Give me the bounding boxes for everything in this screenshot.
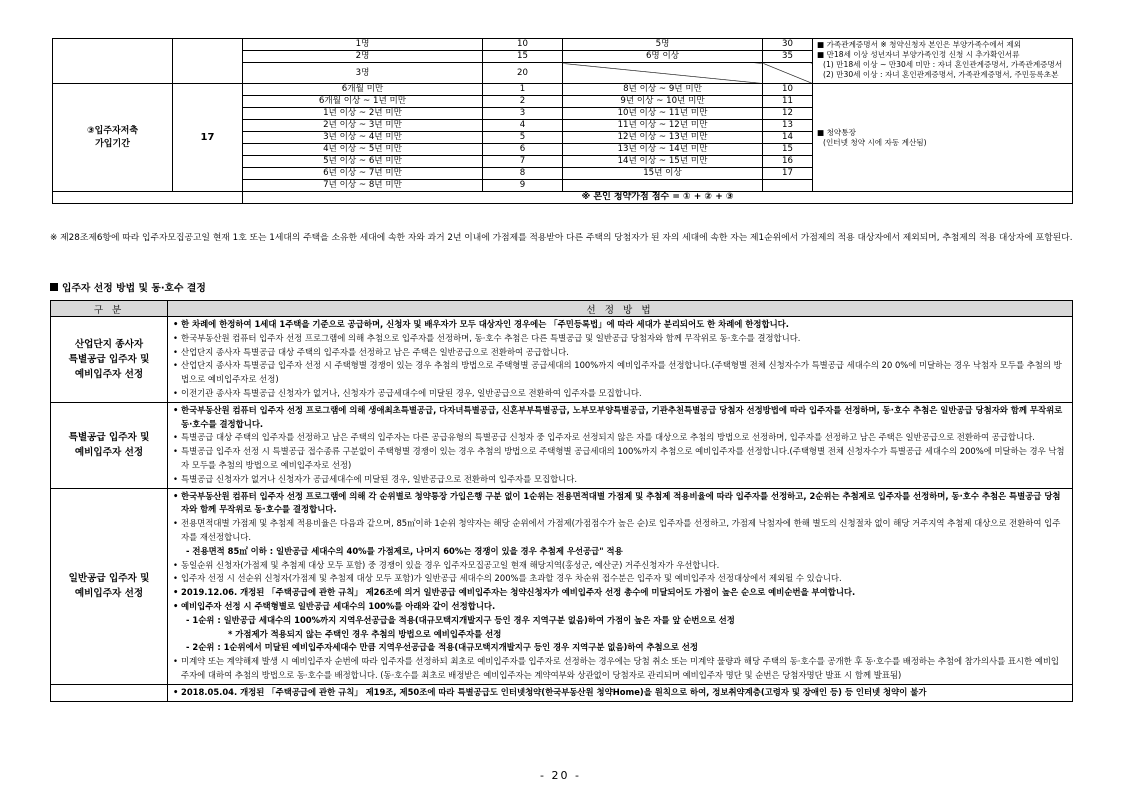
range-score: 15 <box>483 51 563 63</box>
range-score: 15 <box>763 144 813 156</box>
range-score: 12 <box>763 108 813 120</box>
selection-category <box>51 317 168 403</box>
range-score: 4 <box>483 120 563 132</box>
range-score: 10 <box>763 84 813 96</box>
range-label: 14년 이상 ~ 15년 미만 <box>563 156 763 168</box>
selection-row <box>51 317 1073 403</box>
range-score: 7 <box>483 156 563 168</box>
bullet-item: • 특별공급 대상 주택의 입주자를 선정하고 남은 주택의 입주자는 다른 공급유형의 특별공급 신청자 중 입주자로 선정되지 않은 자를 대상으로 추첨의 방법으로 선정하며, 입주자를 선정하고 남은 주택은 일반공급으로 전환하여 공급합니다. <box>172 431 1067 445</box>
bullet-item: • 한 차례에 한정하여 1세대 1주택을 기준으로 공급하며, 신청자 및 배우자가 모두 대상자인 경우에는 「주민등록법」에 따라 세대가 분리되어도 한 차례에 한정합니다. <box>172 318 1067 332</box>
formula-row <box>53 192 1073 204</box>
range-score: 6 <box>483 144 563 156</box>
savings-label-line: 가입기간 <box>95 138 130 149</box>
score-formula: ※ 본인 청약가점 점수 = ① + ② + ③ <box>243 192 1073 204</box>
range-score: 9 <box>483 180 563 192</box>
sub-item: - 1순위 : 일반공급 세대수의 100%까지 지역우선공급을 적용(대규모택지개발지구 등인 경우 지역구분 없음)하여 가점이 높은 자를 앞 순번으로 선정 <box>186 614 735 625</box>
range-label: 6개월 미만 <box>243 84 483 96</box>
section-title-text: 입주자 선정 방법 및 동·호수 결정 <box>62 283 206 294</box>
selection-category <box>51 488 168 684</box>
range-label: 10년 이상 ~ 11년 미만 <box>563 108 763 120</box>
selection-method <box>168 402 1073 488</box>
range-score: 35 <box>763 51 813 63</box>
range-label: 3명 <box>243 63 483 84</box>
range-score <box>763 63 813 84</box>
formula-blank <box>53 192 243 204</box>
range-label: 1년 이상 ~ 2년 미만 <box>243 108 483 120</box>
range-label: 12년 이상 ~ 13년 미만 <box>563 132 763 144</box>
household-label-cell <box>53 39 173 84</box>
savings-notes <box>813 84 1073 192</box>
bullet-item: • 산업단지 종사자 특별공급 대상 주택의 입주자를 선정하고 남은 주택은 일반공급으로 전환하여 공급합니다. <box>172 346 1067 360</box>
header-category: 구 분 <box>51 301 168 317</box>
range-score: 17 <box>763 168 813 180</box>
bullet-item: • 한국부동산원 컴퓨터 입주자 선정 프로그램에 의해 각 순위별로 청약통장 가입은행 구분 없이 1순위는 전용면적대별 가점제 및 추첨제 적용비율에 따라 입주자를 선정하고, 2순위는 추첨제로 입주자를 선정하며, 동·호수 추첨은 특별공급 당첨자와 함께 무작위로 동·호수를 결정합니다. <box>172 490 1067 518</box>
household-row <box>53 39 1073 51</box>
range-score: 11 <box>763 96 813 108</box>
section-title <box>50 280 206 294</box>
score-table <box>52 38 1073 204</box>
header-method: 선 정 방 법 <box>168 301 1073 317</box>
selection-category <box>51 684 168 701</box>
range-label: 9년 이상 ~ 10년 미만 <box>563 96 763 108</box>
range-score: 1 <box>483 84 563 96</box>
range-label: 2년 이상 ~ 3년 미만 <box>243 120 483 132</box>
note-line: (1) 만18세 이상 ~ 만30세 미만 : 자녀 혼인관계증명서, 가족관계증명서 <box>823 60 1063 69</box>
range-label: 6년 이상 ~ 7년 미만 <box>243 168 483 180</box>
range-label <box>563 63 763 84</box>
range-label: 3년 이상 ~ 4년 미만 <box>243 132 483 144</box>
note-line: ■ 가족관계증명서 ※ 청약신청자 본인은 부양가족수에서 제외 <box>817 40 1022 49</box>
category-line: 예비입주자 선정 <box>74 588 144 600</box>
bullet-item: • 한국부동산원 컴퓨터 입주자 선정 프로그램에 의해 생애최초특별공급, 다자녀특별공급, 신혼부부특별공급, 노부모부양특별공급, 기관추천특별공급 당첨자 선정방법에 따라 입주자를 선정하며, 동·호수 추첨은 일반공급 당첨자와 함께 무작위로 동·호수를 결정합니다. <box>172 404 1067 432</box>
range-score: 3 <box>483 108 563 120</box>
note-line: ■ 만18세 이상 성년자녀 부양가족인정 신청 시 추가확인서류 <box>817 50 1020 59</box>
range-label: 1명 <box>243 39 483 51</box>
bullet-item: • 전용면적대별 가점제 및 추첨제 적용비율은 다음과 같으며, 85㎡이하 1순위 청약자는 해당 순위에서 가점제(가점점수가 높은 순)로 입주자를 선정하고, 가점제 낙첨자에 한해 별도의 신청절차 없이 해당 거주지역 추첨제 대상으로 전환하여 입주자를 재선정합니다. <box>172 517 1067 545</box>
selection-row <box>51 488 1073 684</box>
range-score: 13 <box>763 120 813 132</box>
bullet-item: • 이전기관 종사자 특별공급 신청자가 없거나, 신청자가 공급세대수에 미달된 경우, 일반공급으로 전환하여 입주자를 모집합니다. <box>172 387 1067 401</box>
range-score: 5 <box>483 132 563 144</box>
sub-item: * 가점제가 적용되지 않는 주택인 경우 추첨의 방법으로 예비입주자를 선정 <box>228 628 502 639</box>
selection-method <box>168 317 1073 403</box>
range-label: 11년 이상 ~ 12년 미만 <box>563 120 763 132</box>
square-bullet-icon <box>50 283 58 291</box>
savings-period-label <box>53 84 173 192</box>
range-label: 4년 이상 ~ 5년 미만 <box>243 144 483 156</box>
range-score <box>763 180 813 192</box>
range-label: 8년 이상 ~ 9년 미만 <box>563 84 763 96</box>
selection-method-table <box>50 300 1073 702</box>
selection-method <box>168 684 1073 701</box>
bullet-item: • 산업단지 종사자 특별공급 입주자 선정 시 주택형별 경쟁이 있는 경우 추첨의 방법으로 주택형별 공급세대의 100%까지 예비입주자를 선정합니다.(주택형별 전체 신청자수가 특별공급 세대수의 20 0%에 미달하는 경우 낙첨자 모두를 추첨의 방법으로 예비입주자로 선정) <box>172 359 1067 387</box>
range-score: 10 <box>483 39 563 51</box>
range-score: 30 <box>763 39 813 51</box>
bullet-item: • 2019.12.06. 개정된 「주택공급에 관한 규칙」 제26조에 의거 일반공급 예비입주자는 청약신청자가 예비입주자 선정 총수에 미달되어도 가점이 높은 순으로 예비순번을 부여합니다. <box>172 586 1067 600</box>
bullet-item: • 특별공급 입주자 선정 시 특별공급 접수종류 구분없이 주택형별 경쟁이 있는 경우 추첨의 방법으로 주택형별 공급세대의 100%까지 추첨으로 예비입주자를 선정합니다.(주택형별 전체 신청자수가 특별공급 세대수의 200%에 미달하는 경우 낙첨자 모두를 추첨의 방법으로 예비입주자로 선정) <box>172 445 1067 473</box>
savings-max-score: 17 <box>173 84 243 192</box>
selection-row <box>51 402 1073 488</box>
range-label: 5년 이상 ~ 6년 미만 <box>243 156 483 168</box>
bullet-item: • 동일순위 신청자(가점제 및 추첨제 대상 모두 포함) 중 경쟁이 있을 경우 입주자모집공고일 현재 해당지역(홍성군, 예산군) 거주신청자가 우선합니다. <box>172 559 1067 573</box>
category-line: 예비입주자 선정 <box>74 447 144 459</box>
savings-label-line: ③입주자저축 <box>86 125 139 136</box>
footnote: ※ 제28조제6항에 따라 입주자모집공고일 현재 1호 또는 1세대의 주택을 소유한 세대에 속한 자와 과거 2년 이내에 가점제를 적용받아 다른 주택의 당첨자가 된 자의 세대에 속한 자는 제1순위에서 가점제의 적용 대상자에서 제외되며, 추첨제의 적용 대상자에 포함된다. <box>50 233 1073 243</box>
note-line: ■ 청약통장 <box>817 127 856 137</box>
range-score: 2 <box>483 96 563 108</box>
household-notes <box>813 39 1073 84</box>
household-max-cell <box>173 39 243 84</box>
category-line: 산업단지 종사자 <box>74 338 144 350</box>
range-label: 6개월 이상 ~ 1년 미만 <box>243 96 483 108</box>
range-score: 16 <box>763 156 813 168</box>
bullet-item: • 한국부동산원 컴퓨터 입주자 선정 프로그램에 의해 추첨으로 입주자를 선정하며, 동·호수 추첨은 다른 특별공급 및 일반공급 당첨자와 함께 무작위로 동·호수를 결정합니다. <box>172 332 1067 346</box>
bullet-item: • 특별공급 신청자가 없거나 신청자가 공급세대수에 미달된 경우, 일반공급으로 전환하여 입주자를 모집합니다. <box>172 473 1067 487</box>
range-label: 6명 이상 <box>563 51 763 63</box>
category-line: 특별공급 입주자 및 <box>68 353 150 365</box>
range-score: 14 <box>763 132 813 144</box>
savings-row <box>53 84 1073 96</box>
range-label: 15년 이상 <box>563 168 763 180</box>
range-label <box>563 180 763 192</box>
page-number: - 20 - <box>540 769 581 782</box>
range-label: 5명 <box>563 39 763 51</box>
range-label: 2명 <box>243 51 483 63</box>
note-line: (2) 만30세 이상 : 자녀 혼인관계증명서, 가족관계증명서, 주민등록초본 <box>823 70 1059 79</box>
sub-item: - 2순위 : 1순위에서 미달된 예비입주자세대수 만큼 지역우선공급을 적용(대규모택지개발지구 등인 경우 지역구분 없음)하여 추첨으로 선정 <box>186 642 698 653</box>
range-label: 13년 이상 ~ 14년 미만 <box>563 144 763 156</box>
category-line: 예비입주자 선정 <box>74 368 144 380</box>
range-label: 7년 이상 ~ 8년 미만 <box>243 180 483 192</box>
range-score: 8 <box>483 168 563 180</box>
range-score: 20 <box>483 63 563 84</box>
bullet-item: • 예비입주자 선정 시 주택형별로 일반공급 세대수의 100%를 아래와 같이 선정합니다. <box>172 600 1067 614</box>
bullet-item: • 2018.05.04. 개정된 「주택공급에 관한 규칙」 제19조, 제50조에 따라 특별공급도 인터넷청약(한국부동산원 청약Home)을 원칙으로 하여, 정보취약계층(고령자 및 장애인 등) 등 인터넷 청약이 불가 <box>172 686 1067 700</box>
selection-method <box>168 488 1073 684</box>
selection-category <box>51 402 168 488</box>
selection-row <box>51 684 1073 701</box>
bullet-item: • 입주자 선정 시 선순위 신청자(가점제 및 추첨제 대상 모두 포함)가 일반공급 세대수의 200%를 초과할 경우 차순위 접수분은 입주자 및 예비입주자 선정대상에서 제외될 수 있습니다. <box>172 572 1067 586</box>
bullet-item: • 미계약 또는 계약해제 발생 시 예비입주자 순번에 따라 입주자를 선정하되 최초로 예비입주자를 입주자로 선정하는 경우에는 당첨 취소 또는 미계약 물량과 해당 주택의 동·호수를 공개한 후 동·호수를 배정하는 추첨에 참가의사를 표시한 예비입주자에 대하여 추첨의 방법으로 동·호수를 배정합니다. (동·호수를 최초로 배정받은 예비입주자는 계약여부와 상관없이 당첨자로 관리되며 예비입주자 명단 및 순번은 당첨자명단 발표 시 함께 발표됨) <box>172 655 1067 683</box>
category-line: 일반공급 입주자 및 <box>68 573 150 585</box>
note-line: (인터넷 청약 시에 자동 계산됨) <box>823 137 927 147</box>
category-line: 특별공급 입주자 및 <box>68 432 150 444</box>
sub-item: - 전용면적 85㎡ 이하 : 일반공급 세대수의 40%를 가점제로, 나머지 60%는 경쟁이 있을 경우 추첨제 우선공급" 적용 <box>186 545 623 556</box>
